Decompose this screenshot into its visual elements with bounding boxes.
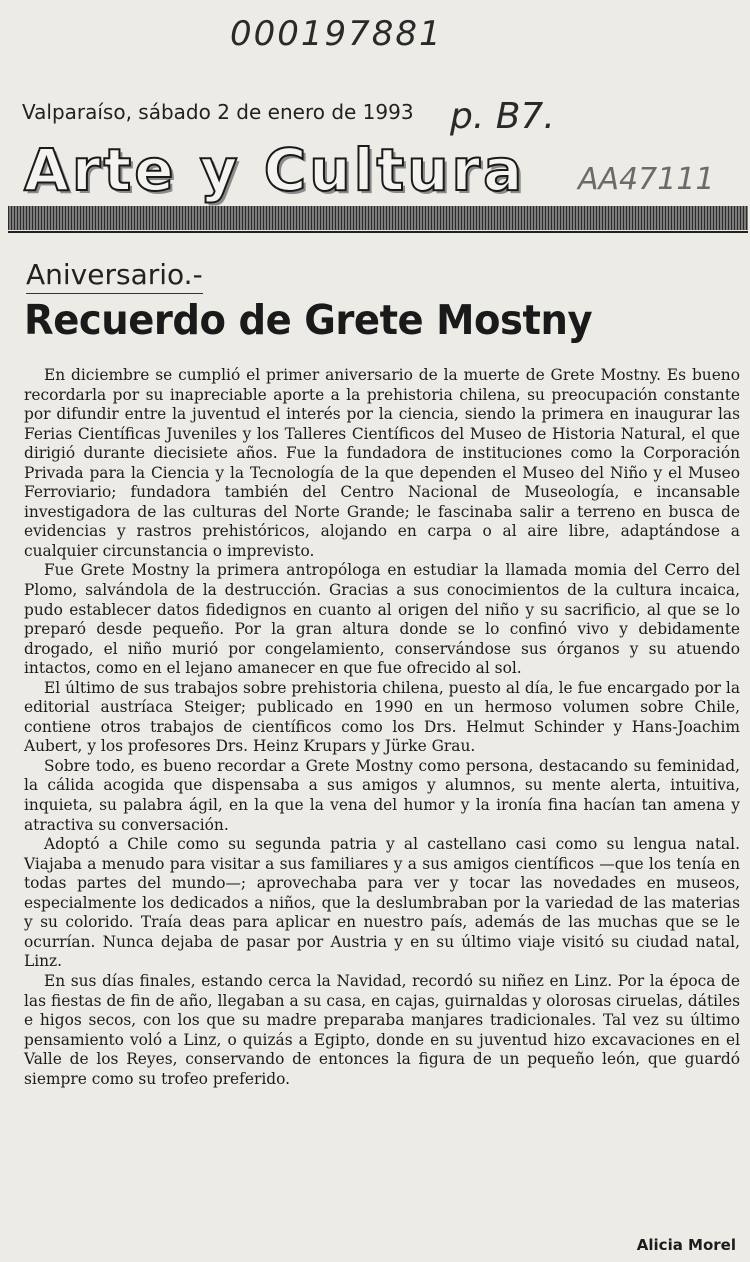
article-body (24, 366, 740, 1089)
handwritten-page-mark: p. B7. (450, 96, 555, 137)
handwritten-side-mark: AA47111 (578, 162, 715, 197)
article-paragraph: El último de sus trabajos sobre prehistoria chilena, puesto al día, le fue encargado por la editorial austríaca Steiger; publicado en 1990 en un hermoso volumen sobre Chile, contiene otros trabajos de científicos como los Drs. Helmut Schinder y Hans-Joachim Aubert, y los profesores Drs. Heinz Krupars y Jürke Grau. (24, 678, 740, 756)
article-paragraph: En sus días finales, estando cerca la Navidad, recordó su niñez en Linz. Por la época de las fiestas de fin de año, llegaban a su casa, en cajas, guirnaldas y olorosas ciruelas, dátiles e higos secos, con los que su madre preparaba manjares tradicionales. Tal vez su último pensamiento voló a Linz, o quizás a Egipto, donde en su juventud hizo excavaciones en el Valle de los Reyes, conservando de entonces la figura de un pequeño león, que guardó siempre como su trofeo preferido. (24, 971, 740, 1088)
article-paragraph: Sobre todo, es bueno recordar a Grete Mostny como persona, destacando su feminidad, la cálida acogida que dispensaba a sus amigos y alumnos, su mente alerta, intuitiva, inquieta, su palabra ágil, en la que la vena del humor y la ironía fina hacían tan amena y atractiva su conversación. (24, 756, 740, 834)
author-signature: Alicia Morel (636, 1236, 736, 1254)
section-title: Arte y Cultura (24, 136, 526, 204)
article-paragraph: Fue Grete Mostny la primera antropóloga en estudiar la llamada momia del Cerro del Plomo, salvándola de la destrucción. Gracias a sus conocimientos de la cultura incaica, pudo establecer datos fidedignos en cuanto al origen del niño y su sacrificio, al que se lo preparó desde pequeño. Por la gran altura donde se lo confinó vivo y debidamente drogado, el niño murió por congelamiento, conservándose sus órganos y su atuendo intactos, como en el lejano amanecer en que fue ofrecido al sol. (24, 561, 740, 678)
dateline: Valparaíso, sábado 2 de enero de 1993 (22, 100, 414, 124)
article-paragraph: Adoptó a Chile como su segunda patria y al castellano casi como su lengua natal. Viajaba a menudo para visitar a sus familiares y a sus amigos científicos —que los tenía en todas partes del mundo—; aprovechaba para ver y tocar las novedades en museos, especialmente los dedicados a niños, que la deslumbraban por la variedad de las materias y su colorido. Traía deas para aplicar en nuestro país, además de las muchas que se le ocurrían. Nunca dejaba de pasar por Austria y en su último viaje visitó su ciudad natal, Linz. (24, 835, 740, 971)
header-rule-band (8, 206, 748, 230)
handwritten-archive-code: 000197881 (230, 14, 443, 54)
article-paragraph: En diciembre se cumplió el primer aniversario de la muerte de Grete Mostny. Es bueno recordarla por su inapreciable aporte a la prehistoria chilena, su preocupación constante por difundir entre la juventud el interés por la ciencia, siendo la primera en inaugurar las Ferias Científicas Juveniles y los Talleres Científicos del Museo de Historia Natural, el que dirigió durante diecisiete años. Fue la fundadora de instituciones como la Corporación Privada para la Ciencia y la Tecnología de la que dependen el Museo del Niño y el Museo Ferroviario; fundadora también del Centro Nacional de Museología, e incansable investigadora de las culturas del Norte Grande; le fascinaba salir a terreno en busca de evidencias y rastros prehistóricos, alojando en carpa o al aire libre, adaptándose a cualquier circunstancia o imprevisto. (24, 366, 740, 560)
article-headline: Recuerdo de Grete Mostny (24, 296, 593, 344)
article-kicker: Aniversario.- (26, 258, 203, 294)
